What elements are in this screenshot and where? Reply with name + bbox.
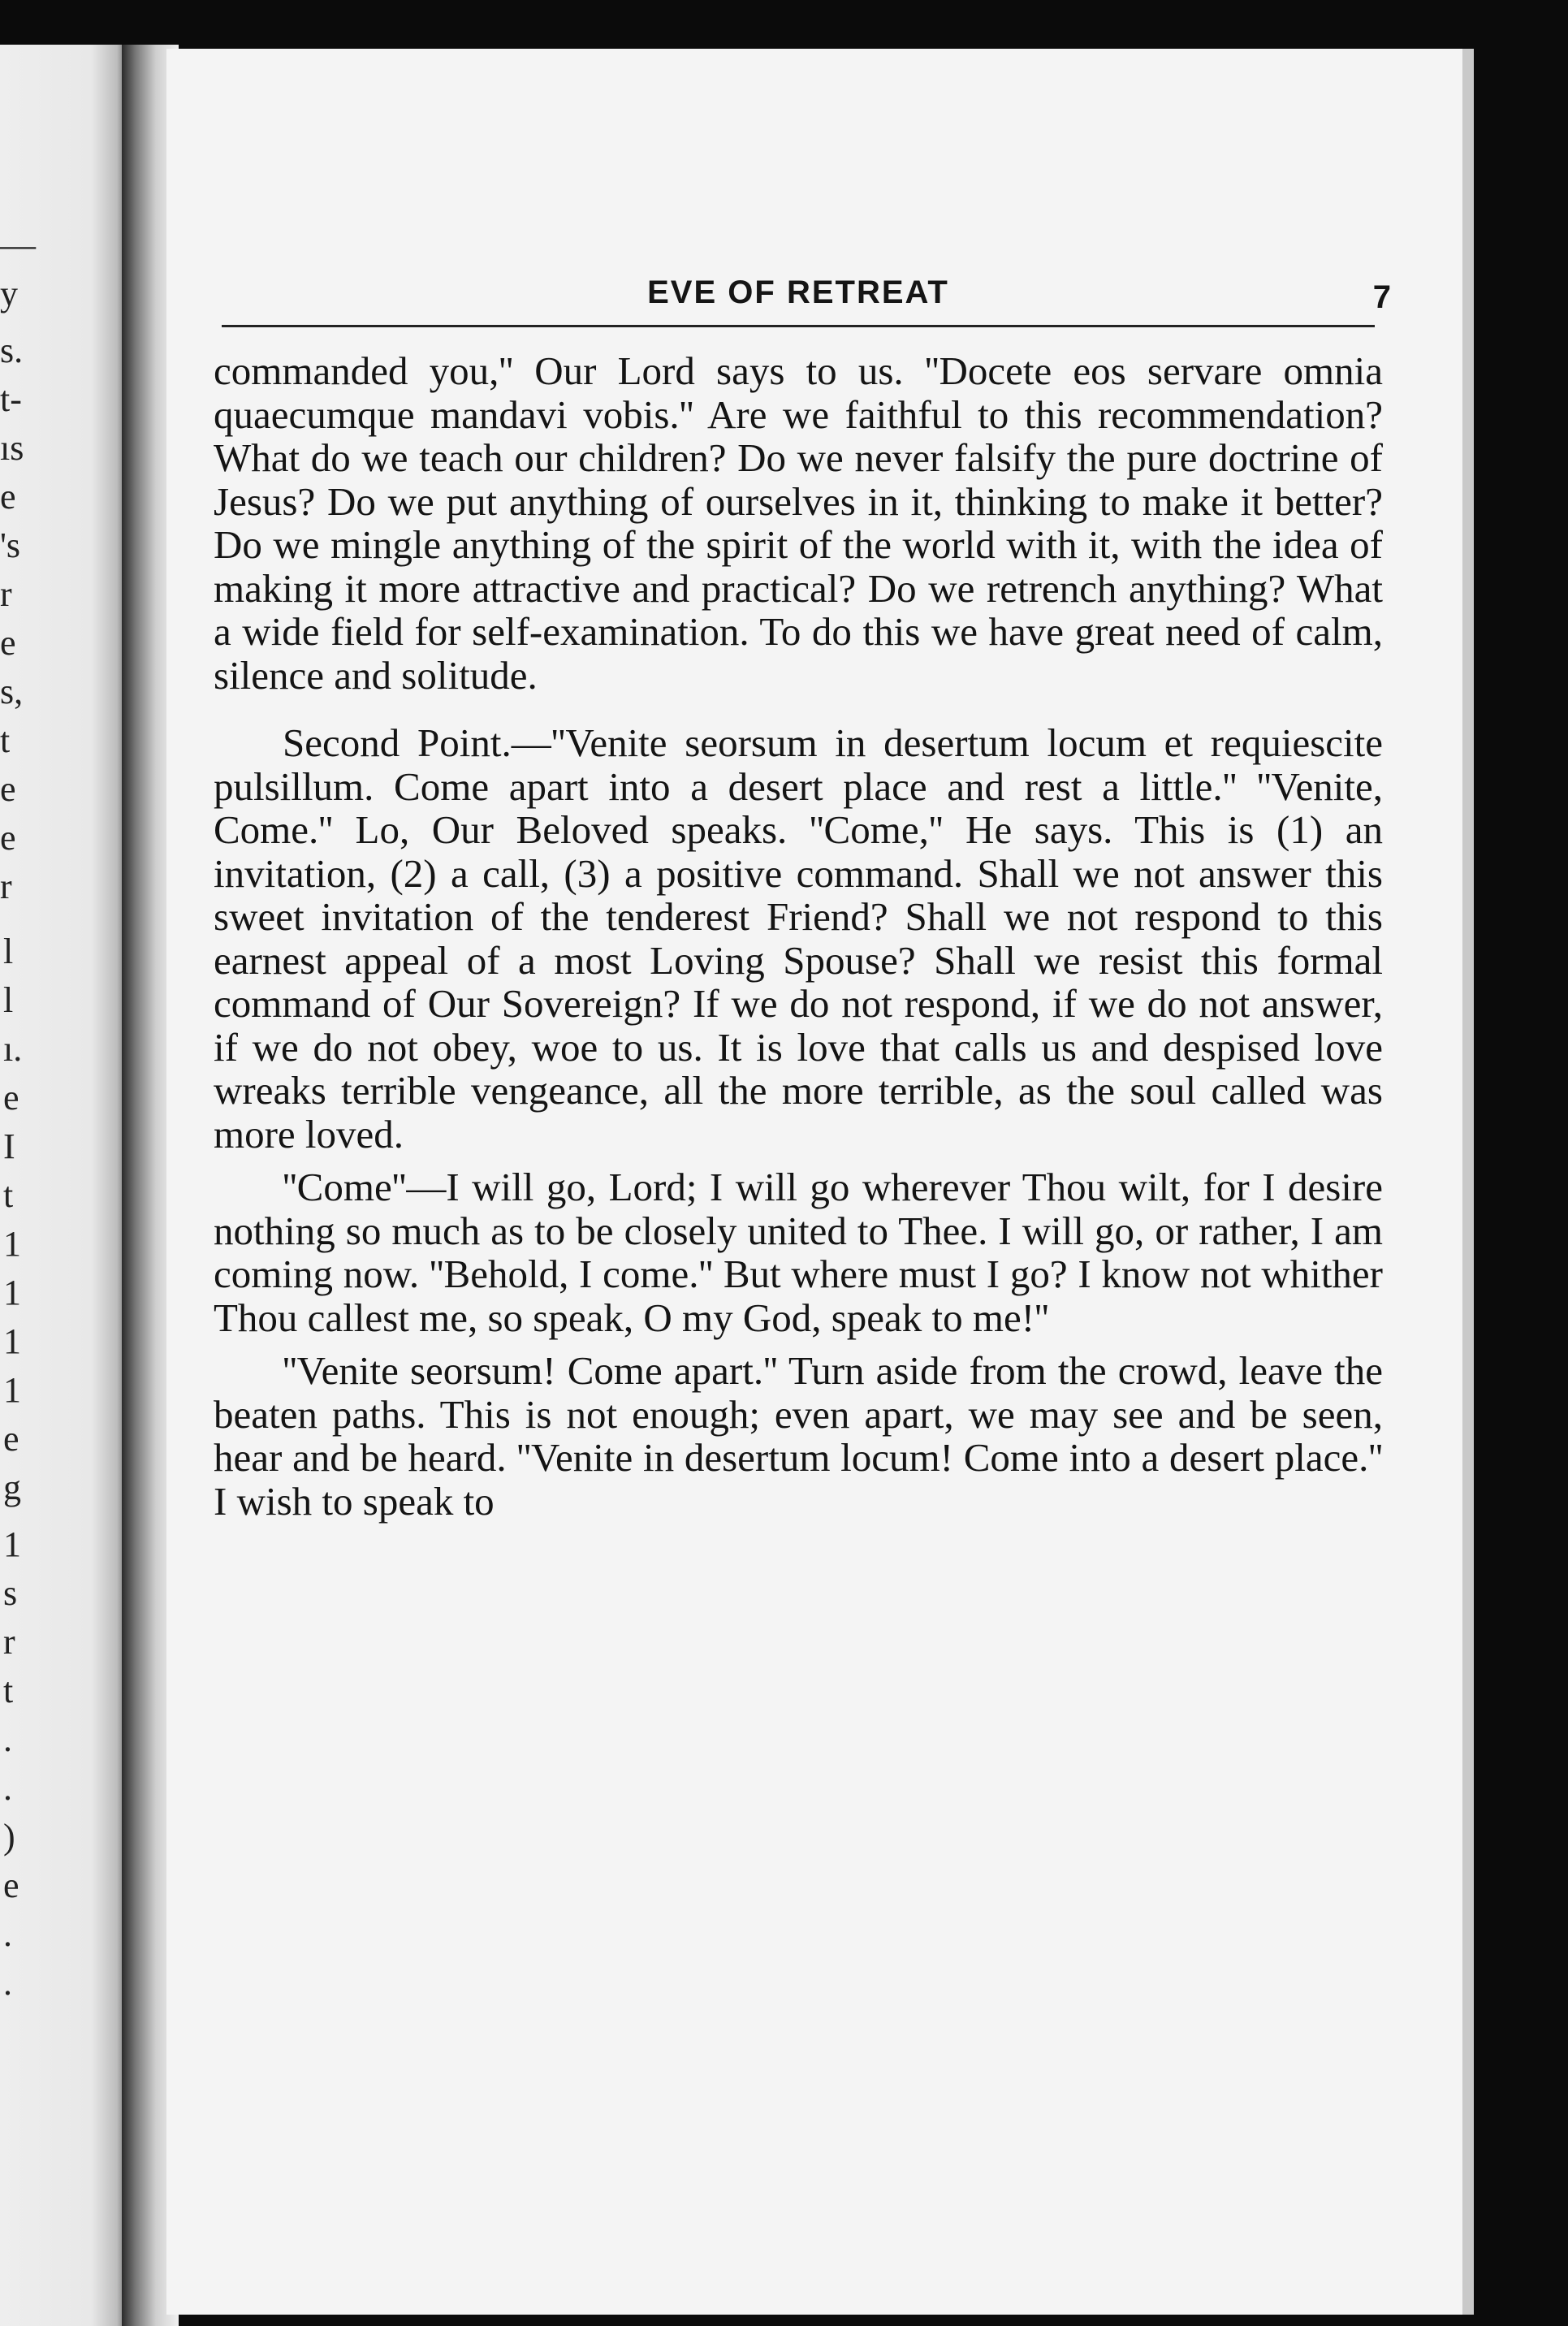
facing-page-glyph: e: [0, 769, 16, 809]
paragraph-come: ''Come''—I will go, Lord; I will go wherever Thou wilt, for I desire nothing so much as to be closely united to Thee. I will go, or rather, I am coming now. ''Behold, I come.'' But where must I go? I know not whither Thou callest me, so speak, O my God, speak to me!'': [214, 1165, 1383, 1340]
facing-page-glyph: .: [3, 1963, 12, 2003]
facing-page-glyph: t: [3, 1175, 14, 1215]
facing-page-glyph: e: [3, 1866, 19, 1905]
facing-page-glyph: l: [3, 932, 14, 971]
facing-page-glyph: 's: [0, 525, 21, 565]
facing-page-glyph: r: [3, 1622, 15, 1662]
facing-page-glyph: 1: [3, 1224, 21, 1264]
page-number: 7: [1372, 279, 1391, 315]
paragraph-second-point: Second Point.—''Venite seorsum in desertum locum et requiescite pulsillum. Come apart into a desert place and rest a little.'' ''Venite, Come.'' Lo, Our Beloved speaks. ''Come,'' He says. This is (1) an invitation, (2) a call, (3) a positive command. Shall we not answer this sweet invitation of the tenderest Friend? Shall we not respond to this earnest appeal of a most Loving Spouse? Shall we resist this formal command of Our Sovereign? If we do not respond, if we do not answer, if we do not obey, woe to us. It is love that calls us and despised love wreaks terrible vengeance, all the more terrible, as the soul called was more loved.: [214, 720, 1383, 1157]
facing-page-edge: [0, 45, 130, 2326]
facing-page-glyph: r: [0, 574, 12, 614]
facing-page-glyph: e: [3, 1419, 19, 1459]
body-text: [214, 349, 1383, 1523]
facing-page-glyph: .: [3, 1719, 12, 1759]
paragraph-continuation: commanded you,'' Our Lord says to us. ''Docete eos servare omnia quaecumque mandavi vobis.'' Are we faithful to this recommendation? What do we teach our children? Do we never falsify the pure doctrine of Jesus? Do we put anything of ourselves in it, thinking to make it better? Do we mingle anything of the spirit of the world with it, with the idea of making it more attractive and practical? Do we retrench anything? What a wide field for self-examination. To do this we have great need of calm, silence and solitude.: [214, 348, 1383, 698]
facing-page-glyph: 1: [3, 1273, 21, 1312]
book-page: [166, 49, 1474, 2315]
facing-page-glyph: s,: [0, 672, 24, 711]
facing-page-glyph: ): [3, 1817, 15, 1857]
facing-page-glyph: y: [0, 274, 18, 313]
facing-page-glyph: g: [3, 1468, 21, 1507]
page-header: [222, 268, 1391, 327]
paragraph-venite-seorsum: ''Venite seorsum! Come apart.'' Turn aside from the crowd, leave the beaten paths. This is not enough; even apart, we may see and be seen, hear and be heard. ''Venite in desertum locum! Come into a desert place.'' I wish to speak to: [214, 1348, 1383, 1524]
facing-page-glyph: s: [3, 1573, 18, 1613]
facing-page-glyph: e: [0, 623, 16, 663]
facing-page-glyph: e: [0, 477, 16, 517]
facing-page-glyph: .: [3, 1768, 12, 1808]
facing-page-glyph: e: [3, 1078, 19, 1118]
facing-page-text-fragments: [0, 45, 130, 2326]
facing-page-glyph: t: [3, 1671, 14, 1710]
facing-page-glyph: t: [0, 720, 11, 760]
facing-page-glyph: I: [3, 1126, 15, 1166]
facing-page-glyph: 1: [3, 1524, 21, 1564]
facing-page-glyph: ıs: [0, 428, 24, 468]
facing-page-glyph: 1: [3, 1321, 21, 1361]
facing-page-glyph: t-: [0, 379, 22, 419]
facing-page-glyph: —: [0, 225, 36, 265]
facing-page-glyph: r: [0, 867, 12, 906]
facing-page-glyph: s.: [0, 331, 24, 370]
facing-page-glyph: l: [3, 980, 14, 1020]
facing-page-glyph: ı.: [3, 1029, 23, 1069]
facing-page-glyph: .: [3, 1914, 12, 1954]
facing-page-glyph: 1: [3, 1370, 21, 1410]
facing-page-glyph: e: [0, 818, 16, 858]
running-head: EVE OF RETREAT: [647, 275, 949, 310]
